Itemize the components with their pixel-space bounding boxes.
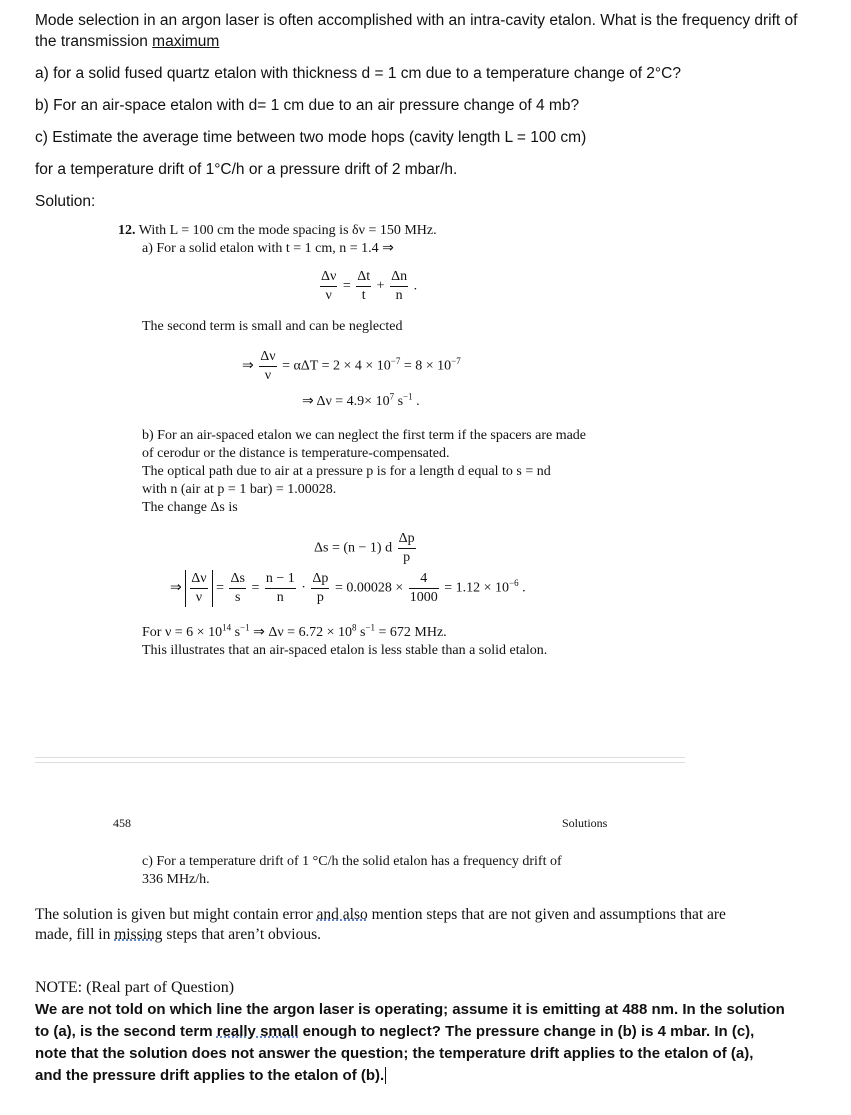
equation-1: $\frac{\Delta\nu}{\nu}$ = $\frac{\Delta t}{t}$ + $\frac{\Delta n}{n}$ .	[321, 269, 418, 303]
solution-result-line: For $\nu = 6 \times 10^{14}$ $s^{-1}$ ⇒ $\Delta\nu = 6.72 \times 10^8$ $s^{-1} = 672$ MHz. This illustrates that an air-spaced etalon is less stable than a solid etalon.	[142, 622, 548, 658]
underlined-word: maximum	[152, 33, 220, 50]
page-number: 458	[113, 816, 131, 830]
equation-5: ⇒ $\frac{\Delta\nu}{\nu}$ = $\frac{\Delta s}{s}$ = $\frac{n - 1}{n}$ · $\frac{\Delta p}{p}$ = 0.00028 × $\frac{4}{1000}$ = $1.12 \times 10^{-6}$ .	[170, 571, 526, 605]
solution-part-b: b) For an air-spaced etalon we can neglect the first term if the spacers are made of cerodur or the distance is temperature-compensated. The optical path due to air at a pressure p is for a length d equal to s = nd with n (air at p = 1 bar) = 1.00028. The change Δs is	[142, 428, 587, 515]
text-cursor	[385, 1067, 386, 1084]
note-body[interactable]: We are not told on which line the argon laser is operating; assume it is emitting at 488 nm. In the solution to (a), is the second term really small enough to neglect? The pressure change in (b) is 4 mbar. In (c), note that the solution does not answer the question; the temperature drift applies to the etalon of (a), and the pressure drift applies to the etalon of (b).	[35, 1001, 785, 1084]
note-heading: NOTE: (Real part of Question)	[35, 979, 235, 996]
instructions-text: The solution is given but might contain error and also mention steps that are not given and assumptions that are made, fill in missing steps that aren’t obvious.	[35, 906, 726, 943]
question-part-a: a) for a solid fused quartz etalon with thickness d = 1 cm due to a temperature change of 2°C?	[35, 65, 681, 82]
page-separator	[35, 757, 685, 763]
solution-label: Solution:	[35, 193, 96, 210]
question-part-c: c) Estimate the average time between two mode hops (cavity length L = 100 cm)	[35, 129, 587, 146]
equation-4: Δs = (n − 1) d $\frac{\Delta p}{p}$	[314, 531, 415, 565]
question-intro: Mode selection in an argon laser is often accomplished with an intra-cavity etalon. What is the frequency drift of the transmission maximum	[35, 12, 798, 50]
solution-line-3: The second term is small and can be neglected	[142, 319, 403, 334]
question-part-b: b) For an air-space etalon with d= 1 cm due to an air pressure change of 4 mb?	[35, 97, 580, 114]
page-section-label: Solutions	[562, 816, 608, 830]
solution-line-2: a) For a solid etalon with t = 1 cm, n = 1.4 ⇒	[142, 241, 394, 256]
equation-3: ⇒ $\Delta\nu = 4.9\times 10^7$ $s^{-1}$ .	[302, 391, 420, 409]
equation-2: ⇒ $\frac{\Delta\nu}{\nu}$ = $\alpha\Delta T = 2 \times 4 \times 10^{-7} = 8 \times 10^{-7}$	[242, 349, 461, 383]
question-part-c-continued: for a temperature drift of 1°C/h or a pressure drift of 2 mbar/h.	[35, 161, 458, 178]
solution-part-c: c) For a temperature drift of 1 °C/h the solid etalon has a frequency drift of 336 MHz/h.	[142, 854, 562, 887]
solution-line-1: 12. With L = 100 cm the mode spacing is δν = 150 MHz.	[118, 223, 437, 238]
